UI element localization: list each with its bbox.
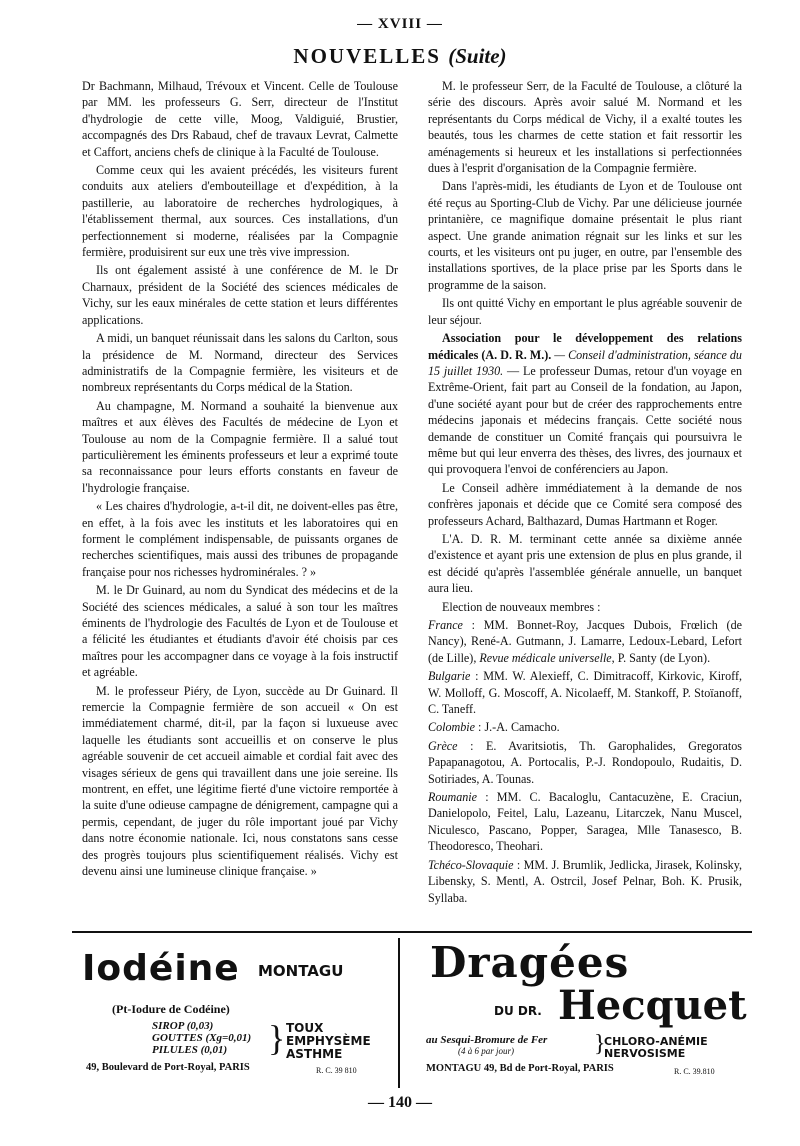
ad-dose: (4 à 6 par jour): [458, 1046, 514, 1056]
member-list-bulgarie: [428, 668, 742, 717]
member-list-roumanie: [428, 789, 742, 855]
journal-name: Revue médicale universelle: [479, 650, 612, 665]
brace-icon: }: [594, 1031, 606, 1057]
country-label: Bulgarie: [428, 669, 471, 684]
advertisement-dragees: [418, 938, 747, 1090]
member-names: : MM. J. Brumlik, Jedlicka, Jirasek, Kolinsky, Libensky, S. Mentl, A. Ostrcil, Josef Pelnar, Boh. K. Prusik, Syllaba.: [428, 857, 742, 905]
advertisement-rule: [72, 931, 752, 933]
ad-address: MONTAGU 49, Bd de Port-Royal, PARIS: [426, 1063, 614, 1074]
association-body: — Le professeur Dumas, retour d'un voyage en Extrême-Orient, fait part au Conseil de la fondation, au Japon, d'une société ayant pour but de créer des rapprochements entre médecins japonais et médecins français. Cette société nous demande de constituer un Comité français qui poursuivra le même but qui leur enverra des thèses, des livres, des journaux et qui provoquera l'envoi de conférenciers au Japon.: [428, 363, 742, 477]
member-names: : E. Avaritsiotis, Th. Garophalides, Gregoratos Papapanagotou, A. Portocalis, P.-J. Rondopoulo, Rudaitis, D. Sotiriades, A. Tounas.: [428, 738, 742, 786]
ad-form-item: GOUTTES (Xg=0,01): [152, 1032, 252, 1044]
paragraph: Dr Bachmann, Milhaud, Trévoux et Vincent. Celle de Toulouse par MM. les professeurs G. Serr, directeur de l'Institut d'hydrologie de cette ville, Moog, Valdiguié, Brustier, accompagnés des Drs Rabaud, chef de travaux Levrat, Calmette et Caffort, anciens chefs de clinique à la Faculté de Toulouse.: [82, 79, 398, 159]
ad-form-item: PILULES (0,01): [152, 1044, 228, 1056]
ad-address: 49, Boulevard de Port-Royal, PARIS: [86, 1062, 250, 1073]
association-paragraph: [428, 330, 742, 478]
paragraph: M. le professeur Piéry, de Lyon, succède au Dr Guinard. Il remercie la Compagnie fermière de son accueil « On est immédiatement charmé, dit-il, par la façon si luxueuse avec laquelle les étudiants sont accueillis et on conserve le plus agréable souvenir de cet accueil aimable et cordial fait avec des visages sérieux de gens qui travaillent dans une joie sereine. Ils montrent, en effet, une légitime fierté d'une victoire remportée à la suite d'une odieuse campagne de dénigrement, campagne qui a permis, cependant, de juger du rôle important joué par Vichy dans notre économie nationale. Ici, nous constatons sans cesse des progrès toujours plus scientifiquement réalisés. Vichy est devenu ainsi une lumineuse clinique française. »: [82, 683, 398, 879]
paragraph: A midi, un banquet réunissait dans les salons du Carlton, sous la présidence de M. Normand, directeur des Services administratifs de la Compagnie fermière, les visiteurs et de nombreux représentants du Corps médical de la Station.: [82, 331, 398, 395]
title-main: NOUVELLES: [293, 44, 441, 68]
paragraph: « Les chaires d'hydrologie, a-t-il dit, ne doivent-elles pas être, en effet, à la fois avec les instituts et les laboratoires qui en forment le complément indispensable, de puissants organes de recherches scientifiques, mais aussi des tribunes de propagande française pour nos richesses hydrominérales. ? »: [82, 499, 398, 579]
member-names: : J.-A. Camacho.: [475, 720, 560, 735]
ad-du-label: DU DR.: [494, 1004, 542, 1018]
paragraph: M. le professeur Serr, de la Faculté de Toulouse, a clôturé la série des discours. Après avoir salué M. Normand et les représentants du Corps médical de Vichy, il a exalté toutes les beautés, tous les charmes de cette station et fait ressortir les aménagements si heureux et les installations si perfectionnées dues à l'esprit d'organisation de la Compagnie fermière.: [428, 79, 742, 176]
page-number-roman: — XVIII —: [357, 16, 443, 32]
country-label: Colombie: [428, 720, 476, 735]
ad-registration-code: R. C. 39 810: [316, 1066, 357, 1075]
paragraph: Le Conseil adhère immédiatement à la demande de nos confrères japonais et décide que ce Comité sera composé des professeurs Achard, Balthazard, Dumas Hartmann et Roger.: [428, 480, 742, 528]
ad-composition: au Sesqui-Bromure de Fer: [426, 1034, 548, 1046]
ad-indications: [286, 1022, 371, 1061]
ad-subtitle: (Pt-Iodure de Codéine): [112, 1002, 230, 1016]
brace-icon: }: [268, 1018, 286, 1058]
association-title: Association pour le développement des relations médicales (A. D. R. M.).: [428, 331, 742, 362]
member-names-end: , P. Santy (de Lyon).: [611, 650, 711, 665]
country-label: France: [428, 618, 463, 632]
right-column: [428, 78, 742, 908]
member-list-colombie: [428, 719, 742, 735]
member-names: : MM. Bonnet-Roy, Jacques Dubois, Frœlich (de Nancy), René-A. Gutmann, J. Lamarre, Ledoux-Lebard, Lefort (de Lille),: [428, 618, 742, 665]
ad-doctor-name: Hecquet: [558, 982, 747, 1029]
paragraph: Comme ceux qui les avaient précédés, les visiteurs furent conduits aux ateliers d'embouteillage et d'expédition, à la pastillerie, au laboratoire de recherches hydrologiques, à l'établissement thermal, aux sources. Ces installations, d'un perfectionnement si moderne, réalisées par la Compagnie fermière, produisirent sur eux une très vive impression.: [82, 163, 398, 260]
member-names: : MM. C. Bacaloglu, Cantacuzène, E. Craciun, Danielopolo, Feitel, Lalu, Lazeanu, Litarczek, Nanu Muscel, Niculesco, Pascano, Popper, Saragea, Mlle Tanasesco, B. Theodoresco, Theohari.: [428, 790, 742, 854]
country-label: Roumanie: [428, 790, 478, 805]
ad-registration-code: R. C. 39.810: [674, 1067, 715, 1076]
paragraph: Ils ont quitté Vichy en emportant le plus agréable souvenir de leur séjour.: [428, 296, 742, 327]
member-list-france: [428, 617, 742, 666]
ad-product-title: Dragées: [430, 938, 630, 987]
country-label: Tchéco-Slovaquie: [428, 857, 514, 872]
paragraph: Dans l'après-midi, les étudiants de Lyon et de Toulouse ont été reçus au Sporting-Club de Vichy. Par une délicieuse journée printanière, ce magnifique domaine présentait le plus riant aspect. Une grande animation régnait sur les links et sur les courts, et les visiteurs ont pu juger, en outre, par l'ensemble des installations sportives, de la place prise par les Sports dans le programme de la saison.: [428, 179, 742, 292]
advertisement-iodeine: [82, 940, 382, 1090]
advertisement-divider: [398, 938, 400, 1088]
paragraph: L'A. D. R. M. terminant cette année sa dixième année d'existence et ayant pris une extension de plus en plus grande, il est décidé qu'après l'assemblée générale annuelle, un banquet aura lieu.: [428, 531, 742, 596]
ad-indication-item: TOUX: [286, 1021, 324, 1035]
country-label: Grèce: [428, 738, 458, 753]
paragraph: M. le Dr Guinard, au nom du Syndicat des médecins et de la Société des sciences médicales, a salué à son tour les maîtres éminents de l'hydrologie des Facultés de Lyon et de Toulouse et a félicité les étudiantes et étudiants d'avoir été choisis par ces maîtres pour les accompagner dans ce voyage à la fois instructif et agréable.: [82, 583, 398, 680]
page-number: — 140 —: [368, 1094, 432, 1111]
member-list-tcheco: [428, 857, 742, 906]
ad-indications: [604, 1036, 708, 1060]
paragraph: Ils ont également assisté à une conférence de M. le Dr Charnaux, président de la Société des sciences médicales de Vichy, sur les eaux minérales de cette station et leurs différentes applications.: [82, 263, 398, 327]
left-column: [82, 78, 398, 882]
ad-indication-item: ASTHME: [286, 1047, 343, 1061]
member-list-grece: [428, 738, 742, 787]
member-names: : MM. W. Alexieff, C. Dimitracoff, Kirkovic, Kiroff, W. Molloff, G. Moscoff, A. Nicolaeff, M. Stankoff, P. Stoïanoff, C. Taneff.: [428, 669, 742, 717]
page-title: [0, 44, 800, 69]
ad-indication-item: CHLORO-ANÉMIE: [604, 1035, 708, 1048]
paragraph: Au champagne, M. Normand a souhaité la bienvenue aux maîtres et aux élèves des Facultés de médecine de Lyon et Toulouse au nom de la Compagnie fermière. Il a salué tout particulièrement les éminents professeurs et leur a exprimé toute sa reconnaissance pour leurs efforts constants en faveur de l'hydrologie française.: [82, 398, 398, 495]
association-subtitle: — Conseil d'administration, séance du 15 juillet 1930.: [428, 347, 742, 378]
ad-form-item: SIROP (0,03): [152, 1020, 214, 1032]
ad-indication-item: NERVOSISME: [604, 1047, 686, 1060]
title-suffix: (Suite): [448, 44, 507, 68]
ad-indication-item: EMPHYSÈME: [286, 1034, 371, 1048]
election-heading: Election de nouveaux membres :: [442, 599, 601, 614]
ad-brand: MONTAGU: [258, 962, 344, 980]
ad-dosage-forms: [152, 1020, 251, 1056]
ad-product-title: Iodéine: [82, 948, 240, 989]
